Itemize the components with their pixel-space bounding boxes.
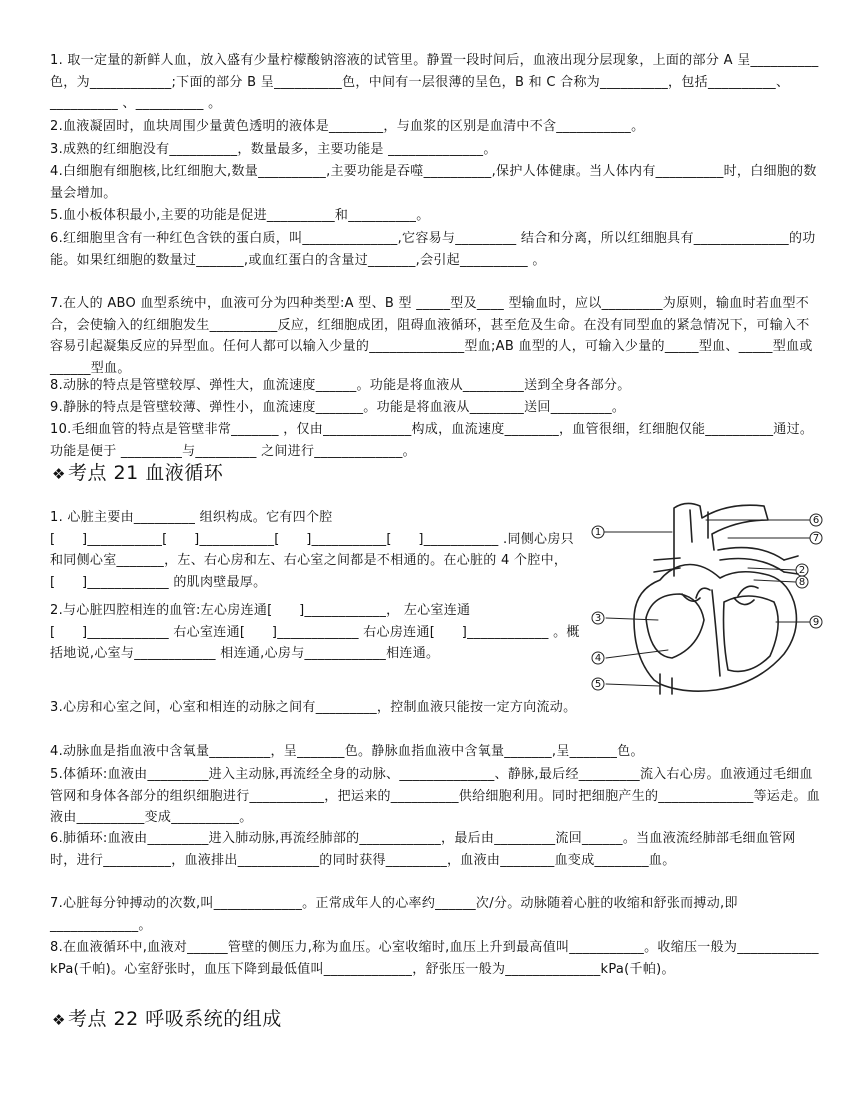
svg-text:1: 1 (594, 527, 602, 538)
diamond-bullet-icon: ❖ (52, 465, 66, 483)
question-heart-rate: 7.心脏每分钟搏动的次数,叫_____________。正常成年人的心率约______次/分。动脉随着心脏的收缩和舒张而搏动,即_____________。 (50, 896, 738, 933)
svg-text:6: 6 (812, 515, 820, 526)
section-title: 考点 21 血液循环 (67, 462, 224, 484)
svg-text:7: 7 (812, 533, 820, 544)
question-white-cells: 4.白细胞有细胞核,比红细胞大,数量__________,主要功能是吞噬__________,保护人体健康。当人体内有__________时，白细胞的数量会增加。 (50, 164, 817, 201)
question-vein: 9.静脉的特点是管壁较薄、弹性小，血流速度_______。功能是将血液从________送回_________。 (50, 400, 626, 415)
svg-text:8: 8 (798, 577, 806, 588)
question-capillary: 10.毛细血管的特点是管壁非常_______ ，仅由_____________构成，血流速度________，血管很细，红细胞仅能__________通过。功能是便于 _________与_________ 之间进行_____________。 (50, 422, 814, 459)
svg-text:3: 3 (594, 613, 602, 624)
question-arterial-blood: 4.动脉血是指血液中含氧量_________，呈_______色。静脉血指血液中含氧量_______,呈_______色。 (50, 744, 644, 759)
question-systemic-circulation: 5.体循环:血液由_________进入主动脉,再流经全身的动脉、______________、静脉,最后经_________流入右心房。血液通过毛细血管网和身体各部分的组织细胞进行___________，把运来的__________供给细胞利用。同时把细胞产生的______________等运走。血液由__________变成__________。 (50, 767, 820, 825)
question-blood-pressure: 8.在血液循环中,血液对______管壁的侧压力,称为血压。心室收缩时,血压上升到最高值叫___________。收缩压一般为____________ kPa(千帕)。心室舒张时，血压下降到最低值叫_____________，舒张压一般为______________kPa(千帕)。 (50, 940, 819, 977)
question-valves: 3.心房和心室之间，心室和相连的动脉之间有_________，控制血液只能按一定方向流动。 (50, 700, 577, 715)
question-platelets: 5.血小板体积最小,主要的功能是促进__________和__________。 (50, 208, 430, 223)
question-artery: 8.动脉的特点是管壁较厚、弹性大，血流速度______。功能是将血液从_________送到全身各部分。 (50, 378, 631, 393)
section-heading-21 (52, 461, 223, 486)
question-abo-blood-types: 7.在人的 ABO 血型系统中，血液可分为四种类型:A 型、B 型 _____型及____ 型输血时，应以_________为原则，输血时若血型不合，会使输入的红细胞发生__________反应，红细胞成团，阻碍血液循环，甚至危及生命。在没有同型血的紧急情况下，可输入不容易引起凝集反应的异型血。任何人都可以输入少量的______________型血;AB 血型的人，可输入少量的_____型血、_____型血或 ______型血。 (50, 296, 813, 376)
question-blood-layers: 1. 取一定量的新鲜人血，放入盛有少量柠檬酸钠溶液的试管里。静置一段时间后，血液出现分层现象，上面的部分 A 呈__________色，为____________;下面的部分 B 呈__________色，中间有一层很薄的呈色，B 和 C 合称为__________，包括__________、__________ 、__________ 。 (50, 53, 819, 111)
svg-text:9: 9 (812, 617, 820, 628)
diamond-bullet-icon: ❖ (52, 1011, 66, 1029)
question-serum: 2.血液凝固时，血块周围少量黄色透明的液体是________，与血浆的区别是血清中不含___________。 (50, 119, 645, 134)
section-title: 考点 22 呼吸系统的组成 (67, 1008, 282, 1030)
section-heading-22 (52, 1007, 282, 1032)
question-red-cells: 3.成熟的红细胞没有__________，数量最多，主要功能是 ______________。 (50, 142, 497, 157)
heart-diagram-icon (588, 498, 828, 698)
question-hemoglobin: 6.红细胞里含有一种红色含铁的蛋白质，叫______________,它容易与_________ 结合和分离，所以红细胞具有______________的功能。如果红细胞的数量过_______,或血红蛋白的含量过_______,会引起__________ 。 (50, 231, 816, 268)
svg-text:4: 4 (594, 653, 602, 664)
svg-text:2: 2 (798, 565, 806, 576)
svg-text:5: 5 (594, 679, 602, 690)
question-heart-chambers: 1. 心脏主要由_________ 组织构成。它有四个腔[ ]___________[ ]___________[ ]___________[ ]___________ .同侧心房只和同侧心室_______，左、右心房和左、右心室之间都是不相通的。在心脏的 4 个腔中，[ ]____________ 的肌肉壁最厚。 (50, 510, 574, 590)
question-pulmonary-circulation: 6.肺循环:血液由_________进入肺动脉,再流经肺部的____________，最后由_________流回______。当血液流经肺部毛细血管网时，进行__________，血液排出____________的同时获得_________，血液由________血变成________血。 (50, 831, 796, 868)
question-heart-vessels: 2.与心脏四腔相连的血管:左心房连通[ ]____________， 左心室连通[ ]____________ 右心室连通[ ]____________ 右心房连通[ ]____________ 。概括地说,心室与____________ 相连通,心房与____________相连通。 (50, 603, 580, 661)
